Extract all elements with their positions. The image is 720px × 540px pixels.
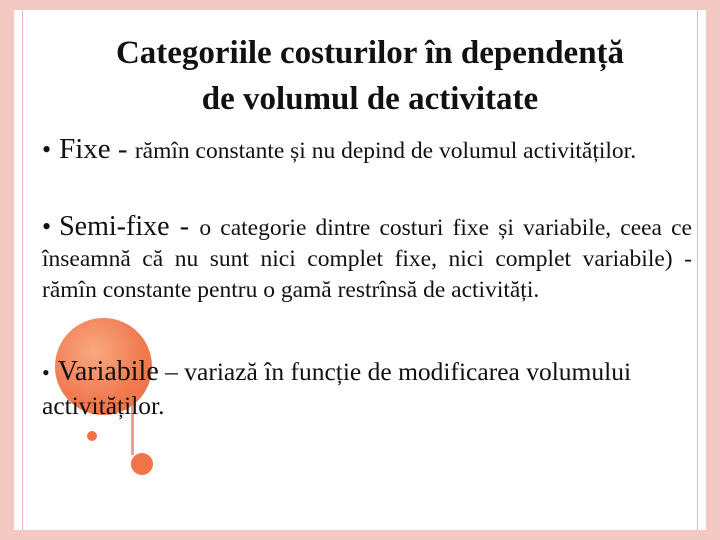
small-orange-circle <box>87 431 97 441</box>
title-line-2: de volumul de activitate <box>201 81 539 117</box>
bullet-item-fixe <box>42 134 692 167</box>
bullet-item-variabile <box>42 355 692 422</box>
bullet-dot: • <box>42 135 52 164</box>
medium-orange-circle <box>131 453 153 475</box>
bullet-item-semi-fixe <box>42 211 692 306</box>
term-fixe: Fixe <box>59 133 111 165</box>
term-variabile: Variabile <box>57 356 159 387</box>
bottom-border-decoration <box>0 530 720 540</box>
separator: - <box>110 133 135 165</box>
left-inner-line <box>22 10 23 530</box>
term-semi-fixe: Semi-fixe <box>59 211 170 242</box>
slide-title <box>40 30 700 122</box>
right-border-decoration <box>706 0 720 540</box>
definition-semi-fixe: o categorie dintre costuri fixe și variabile, ceea ce înseamnă că nu sunt nici complet fixe, nici complet variabile) - rămîn constante pentru o gamă restrînsă de activități. <box>42 215 692 303</box>
bullet-dot: • <box>42 212 52 241</box>
bullet-dot: • <box>42 360 50 385</box>
separator: - <box>169 211 200 242</box>
left-border-decoration <box>0 0 14 540</box>
separator: – <box>158 357 185 386</box>
top-border-decoration <box>0 0 720 10</box>
definition-variabile: variază în funcție de modificarea volumului activităților. <box>42 357 632 420</box>
title-line-1: Categoriile costurilor în dependență <box>115 35 625 71</box>
definition-fixe: rămîn constante și nu depind de volumul activităților. <box>134 138 637 164</box>
